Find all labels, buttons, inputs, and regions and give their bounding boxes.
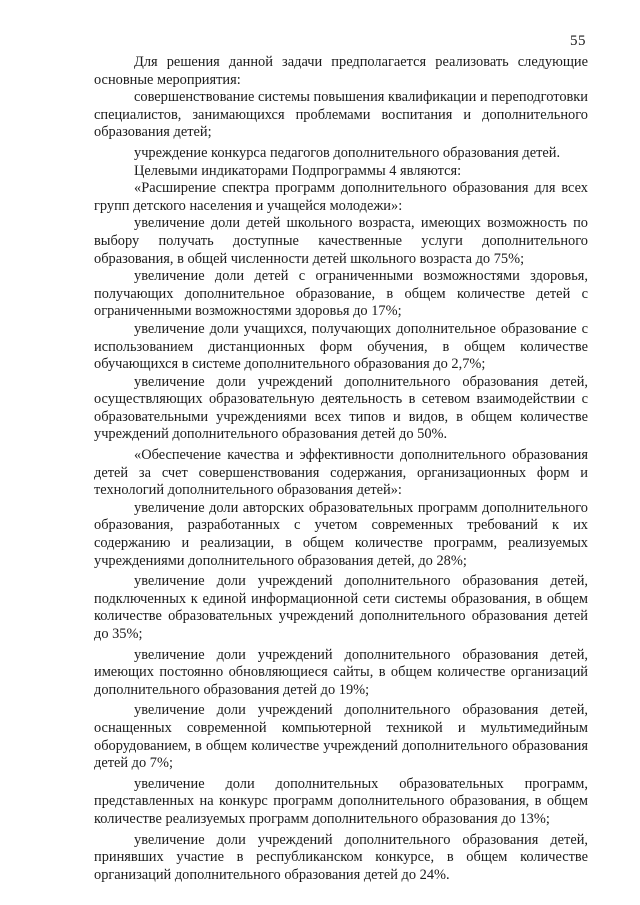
paragraph: увеличение доли детей школьного возраста, имеющих возможность по выбору получать доступные качественные услуги дополнительного образования, в общей численности детей школьного возраста до 75%; — [94, 215, 588, 267]
paragraph: «Обеспечение качества и эффективности дополнительного образования детей за счет совершенствования содержания, организационных форм и технологий дополнительного образования детей»: — [94, 447, 588, 499]
paragraph: увеличение доли учащихся, получающих дополнительное образование с использованием дистанционных форм обучения, в общем количестве обучающихся в системе дополнительного образования до 2,7%; — [94, 320, 588, 373]
paragraph: увеличение доли детей с ограниченными возможностями здоровья, получающих дополнительное образование, в общем количестве детей с ограниченными возможностями здоровья до 17%; — [94, 268, 588, 320]
page-number: 55 — [570, 33, 586, 49]
paragraph: увеличение доли авторских образовательных программ дополнительного образования, разработанных с учетом современных требований к их содержанию и реализации, в общем количестве программ, реализуемых учреждениями дополнительного образования детей, до 28%; — [94, 499, 588, 569]
paragraph: «Расширение спектра программ дополнительного образования для всех групп детского населения и учащейся молодежи»: — [94, 180, 588, 214]
paragraph: Целевыми индикаторами Подпрограммы 4 являются: — [134, 162, 462, 179]
paragraph: увеличение доли дополнительных образовательных программ, представленных на конкурс программ дополнительного образования, в общем количестве реализуемых программ дополнительного образования до 13%; — [94, 775, 588, 827]
paragraph: увеличение доли учреждений дополнительного образования детей, подключенных к единой информационной сети системы образования, в общем количестве образовательных учреждений дополнительного образования детей до 35%; — [94, 573, 588, 642]
paragraph: увеличение доли учреждений дополнительного образования детей, оснащенных современной компьютерной техникой и мультимедийным оборудованием, в общем количестве учреждений дополнительного образования детей до 7%; — [94, 702, 588, 772]
paragraph: увеличение доли учреждений дополнительного образования детей, принявших участие в республиканском конкурсе, в общем количестве организаций дополнительного образования детей до 24%. — [94, 831, 588, 883]
paragraph: совершенствование системы повышения квалификации и переподготовки специалистов, занимающихся проблемами воспитания и дополнительного образования детей; — [94, 89, 588, 141]
paragraph: увеличение доли учреждений дополнительного образования детей, осуществляющих образовательную деятельность в сетевом взаимодействии с образовательными учреждениями всех типов и видов, в общем количестве учреждений дополнительного образования детей до 50%. — [94, 373, 588, 443]
paragraph: Для решения данной задачи предполагается реализовать следующие основные мероприятия: — [94, 54, 588, 88]
paragraph: учреждение конкурса педагогов дополнительного образования детей. — [134, 144, 561, 161]
paragraph: увеличение доли учреждений дополнительного образования детей, имеющих постоянно обновляющиеся сайты, в общем количестве организаций дополнительного образования детей до 19%; — [94, 646, 588, 698]
document-body — [94, 54, 588, 884]
